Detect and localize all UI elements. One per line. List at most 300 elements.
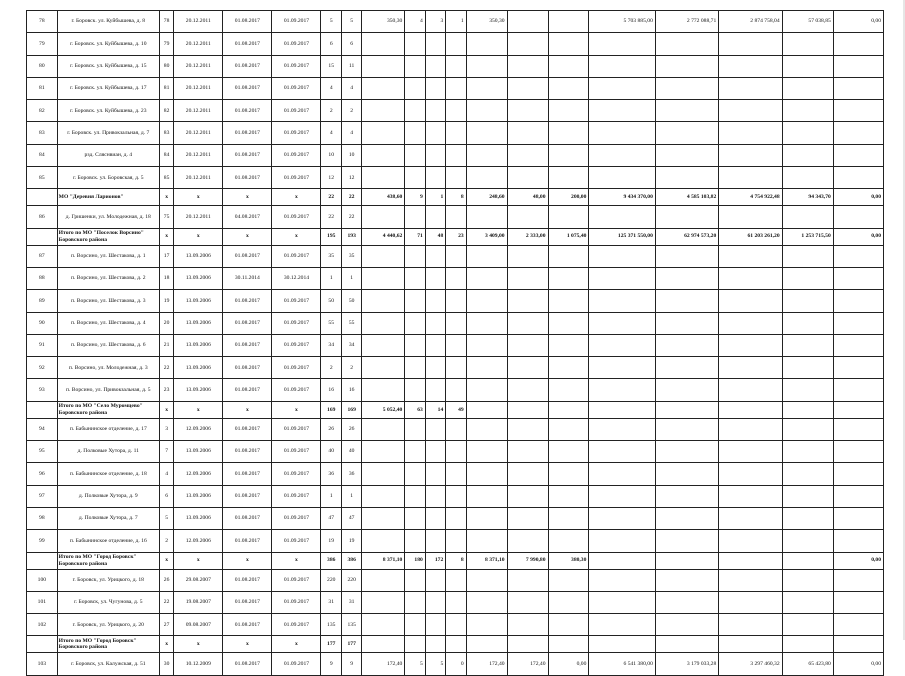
table-cell: 11 xyxy=(341,55,361,77)
table-cell xyxy=(425,441,445,463)
table-cell xyxy=(548,100,589,122)
table-cell: 50 xyxy=(341,290,361,312)
table-cell: г. Боровск. ул. Куйбышева, д. 15 xyxy=(57,55,159,77)
table-cell: 200,00 xyxy=(548,189,589,206)
table-row xyxy=(27,334,884,356)
table-cell: 87 xyxy=(27,245,58,267)
subtotal-row xyxy=(27,636,884,653)
table-cell xyxy=(507,334,548,356)
table-cell: 01.08.2017 xyxy=(223,312,272,334)
table-cell xyxy=(719,122,782,144)
table-cell: 01.08.2017 xyxy=(223,167,272,189)
table-cell xyxy=(362,144,405,166)
table-cell: 89 xyxy=(27,290,58,312)
table-cell: 16 xyxy=(321,379,341,401)
table-cell xyxy=(782,552,833,569)
table-cell xyxy=(655,485,718,507)
table-cell xyxy=(466,290,507,312)
table-cell: 9 xyxy=(321,653,341,675)
table-cell xyxy=(655,441,718,463)
table-cell xyxy=(719,33,782,55)
table-cell xyxy=(833,401,883,418)
table-cell xyxy=(782,441,833,463)
table-cell: рзд. Сляснвиан, д. 4 xyxy=(57,144,159,166)
table-cell: 22 xyxy=(341,189,361,206)
table-cell xyxy=(655,379,718,401)
table-cell xyxy=(719,144,782,166)
table-cell: 01.08.2017 xyxy=(223,77,272,99)
table-row xyxy=(27,267,884,289)
table-cell xyxy=(507,77,548,99)
table-cell xyxy=(548,485,589,507)
table-cell: x xyxy=(223,636,272,653)
table-cell: 3 xyxy=(425,11,445,33)
table-cell: г. Боровск. ул. Куйбышева, д. 10 xyxy=(57,33,159,55)
table-cell xyxy=(446,206,466,228)
table-cell xyxy=(425,290,445,312)
table-cell xyxy=(719,418,782,440)
table-cell: 79 xyxy=(27,33,58,55)
table-cell xyxy=(425,167,445,189)
table-cell: п. Ворсино, ул. Шестакова, д. 4 xyxy=(57,312,159,334)
table-cell: Итого по МО "Город Боровск" Боровского района xyxy=(57,636,159,653)
table-cell xyxy=(589,100,655,122)
table-row xyxy=(27,569,884,591)
table-cell: 01.09.2017 xyxy=(272,245,321,267)
table-page xyxy=(26,10,884,676)
table-cell: 22 xyxy=(159,591,173,613)
table-cell: 01.08.2017 xyxy=(223,569,272,591)
table-cell xyxy=(589,614,655,636)
table-cell: 1 253 715,50 xyxy=(782,228,833,245)
table-cell: 55 xyxy=(321,312,341,334)
table-cell: x xyxy=(223,228,272,245)
table-cell: 3 297 460,32 xyxy=(719,653,782,675)
table-cell: 61 203 261,20 xyxy=(719,228,782,245)
table-cell: 19 xyxy=(321,530,341,552)
table-cell: 01.08.2017 xyxy=(223,463,272,485)
table-cell: 01.08.2017 xyxy=(223,485,272,507)
table-cell: 01.09.2017 xyxy=(272,77,321,99)
table-cell: 4 xyxy=(321,77,341,99)
table-row xyxy=(27,530,884,552)
table-cell: д. Гришенки, ул. Молодежная, д. 18 xyxy=(57,206,159,228)
table-cell: 01.09.2017 xyxy=(272,591,321,613)
table-row xyxy=(27,485,884,507)
table-cell xyxy=(548,463,589,485)
table-cell xyxy=(466,591,507,613)
table-cell: 2 xyxy=(341,100,361,122)
table-cell xyxy=(362,77,405,99)
table-cell xyxy=(362,530,405,552)
table-cell xyxy=(507,591,548,613)
table-cell: 8 371,10 xyxy=(466,552,507,569)
table-cell xyxy=(425,591,445,613)
table-cell xyxy=(833,100,883,122)
table-cell xyxy=(425,33,445,55)
table-cell xyxy=(466,418,507,440)
table-cell: 350,30 xyxy=(466,11,507,33)
table-cell: 2 xyxy=(321,357,341,379)
table-row xyxy=(27,418,884,440)
table-cell xyxy=(405,357,425,379)
table-cell: 20.12.2011 xyxy=(174,100,223,122)
table-cell xyxy=(833,206,883,228)
table-cell: п. Бабынинское отделение, д. 17 xyxy=(57,418,159,440)
table-cell xyxy=(507,33,548,55)
table-cell xyxy=(362,267,405,289)
table-cell: п. Бабынинское отделение, д. 18 xyxy=(57,463,159,485)
table-cell: 6 541 380,00 xyxy=(589,653,655,675)
table-cell xyxy=(782,312,833,334)
table-cell: Итого по МО "Село Муромцево" Боровского района xyxy=(57,401,159,418)
table-cell xyxy=(833,591,883,613)
table-cell xyxy=(655,245,718,267)
table-cell: 01.09.2017 xyxy=(272,290,321,312)
table-cell xyxy=(362,463,405,485)
table-cell xyxy=(548,418,589,440)
table-cell xyxy=(466,122,507,144)
table-cell: 135 xyxy=(341,614,361,636)
table-cell xyxy=(446,441,466,463)
table-cell: 13.09.2006 xyxy=(174,245,223,267)
table-cell xyxy=(719,312,782,334)
table-cell xyxy=(425,418,445,440)
table-cell xyxy=(446,569,466,591)
table-cell xyxy=(719,77,782,99)
table-cell xyxy=(782,334,833,356)
table-cell: 6 xyxy=(321,33,341,55)
table-cell: 01.08.2017 xyxy=(223,290,272,312)
table-cell xyxy=(405,379,425,401)
table-cell: 48,00 xyxy=(507,189,548,206)
table-cell xyxy=(719,100,782,122)
table-cell: 22 xyxy=(159,357,173,379)
table-cell: 5 xyxy=(425,653,445,675)
table-cell xyxy=(782,401,833,418)
table-cell xyxy=(833,379,883,401)
table-cell xyxy=(833,55,883,77)
table-cell xyxy=(589,334,655,356)
table-cell: 386 xyxy=(341,552,361,569)
table-cell xyxy=(782,122,833,144)
table-cell xyxy=(446,334,466,356)
table-cell: 26 xyxy=(159,569,173,591)
table-cell xyxy=(405,245,425,267)
table-cell xyxy=(425,122,445,144)
data-table xyxy=(26,10,884,676)
table-cell xyxy=(405,144,425,166)
table-cell xyxy=(446,167,466,189)
table-cell xyxy=(507,401,548,418)
table-cell: 248,60 xyxy=(466,189,507,206)
table-cell xyxy=(833,485,883,507)
table-cell xyxy=(833,441,883,463)
table-cell xyxy=(833,614,883,636)
table-cell xyxy=(655,55,718,77)
table-cell xyxy=(589,167,655,189)
table-cell: 19.08.2007 xyxy=(174,591,223,613)
table-cell: 22 xyxy=(321,189,341,206)
table-row xyxy=(27,122,884,144)
table-cell: 92 xyxy=(27,357,58,379)
table-cell xyxy=(362,485,405,507)
table-cell xyxy=(507,122,548,144)
table-cell xyxy=(466,485,507,507)
table-cell xyxy=(548,77,589,99)
table-cell: x xyxy=(174,636,223,653)
table-row xyxy=(27,441,884,463)
table-cell xyxy=(589,591,655,613)
table-cell: МО "Деревня Ларионов" xyxy=(57,189,159,206)
table-cell xyxy=(548,167,589,189)
table-cell: 135 xyxy=(321,614,341,636)
table-cell: x xyxy=(159,552,173,569)
table-cell xyxy=(507,507,548,529)
table-cell xyxy=(425,485,445,507)
table-cell xyxy=(782,507,833,529)
table-cell xyxy=(425,245,445,267)
table-cell xyxy=(589,122,655,144)
table-cell xyxy=(655,463,718,485)
table-cell: 26 xyxy=(321,418,341,440)
table-cell xyxy=(507,267,548,289)
table-cell xyxy=(548,144,589,166)
table-cell: 14 xyxy=(425,401,445,418)
table-cell xyxy=(405,614,425,636)
table-cell xyxy=(446,33,466,55)
table-cell xyxy=(362,591,405,613)
table-cell: 125 371 550,00 xyxy=(589,228,655,245)
table-cell: 01.08.2017 xyxy=(223,33,272,55)
table-cell xyxy=(446,55,466,77)
table-cell xyxy=(833,245,883,267)
table-cell xyxy=(425,206,445,228)
table-cell: 34 xyxy=(341,334,361,356)
table-cell: 12 xyxy=(321,167,341,189)
table-cell: 13.09.2006 xyxy=(174,507,223,529)
table-cell: 01.09.2017 xyxy=(272,379,321,401)
table-cell xyxy=(466,267,507,289)
table-cell: 20.12.2011 xyxy=(174,206,223,228)
table-cell: 9 434 370,00 xyxy=(589,189,655,206)
table-cell xyxy=(655,77,718,99)
table-cell xyxy=(466,33,507,55)
table-cell xyxy=(655,144,718,166)
table-cell: 26 xyxy=(341,418,361,440)
table-cell: 82 xyxy=(159,100,173,122)
table-cell xyxy=(548,401,589,418)
table-cell xyxy=(446,485,466,507)
table-cell: 63 xyxy=(405,401,425,418)
table-row xyxy=(27,11,884,33)
table-cell xyxy=(833,33,883,55)
table-cell: 9 xyxy=(341,653,361,675)
table-cell xyxy=(782,206,833,228)
table-cell xyxy=(655,122,718,144)
table-cell: 13.09.2006 xyxy=(174,357,223,379)
table-cell xyxy=(446,357,466,379)
table-cell: 96 xyxy=(27,463,58,485)
table-cell xyxy=(405,312,425,334)
table-cell xyxy=(548,614,589,636)
table-cell xyxy=(719,167,782,189)
table-cell: 01.08.2017 xyxy=(223,441,272,463)
table-cell: 1 075,40 xyxy=(548,228,589,245)
table-cell: 65 423,80 xyxy=(782,653,833,675)
table-cell xyxy=(507,144,548,166)
table-cell xyxy=(425,530,445,552)
table-row xyxy=(27,77,884,99)
table-cell: 0,00 xyxy=(833,11,883,33)
table-cell xyxy=(466,245,507,267)
table-cell xyxy=(782,485,833,507)
table-cell: 12.09.2006 xyxy=(174,418,223,440)
table-cell xyxy=(655,507,718,529)
table-cell xyxy=(548,441,589,463)
table-cell: 78 xyxy=(27,11,58,33)
table-cell xyxy=(405,122,425,144)
table-cell xyxy=(466,334,507,356)
table-cell: 01.08.2017 xyxy=(223,530,272,552)
table-cell: 19 xyxy=(341,530,361,552)
table-cell: 172 xyxy=(425,552,445,569)
table-cell xyxy=(466,144,507,166)
table-cell: 4 585 103,82 xyxy=(655,189,718,206)
table-cell: 438,60 xyxy=(362,189,405,206)
table-cell: 10.12.2009 xyxy=(174,653,223,675)
table-cell: 01.09.2017 xyxy=(272,11,321,33)
table-cell: 85 xyxy=(159,167,173,189)
table-cell: 01.09.2017 xyxy=(272,312,321,334)
table-cell: 13.09.2006 xyxy=(174,334,223,356)
table-cell: 01.08.2017 xyxy=(223,122,272,144)
table-cell xyxy=(782,357,833,379)
table-cell xyxy=(446,144,466,166)
table-cell: x xyxy=(272,228,321,245)
table-cell xyxy=(719,591,782,613)
table-cell xyxy=(405,530,425,552)
table-cell xyxy=(405,441,425,463)
table-cell: 2 xyxy=(341,357,361,379)
table-cell: 7 xyxy=(159,441,173,463)
table-cell: 20.12.2011 xyxy=(174,33,223,55)
table-cell: 220 xyxy=(321,569,341,591)
table-cell: п. Ворсино, ул. Шестакова, д. 2 xyxy=(57,267,159,289)
table-cell xyxy=(548,55,589,77)
table-cell xyxy=(362,418,405,440)
table-cell xyxy=(425,636,445,653)
table-cell: д. Полковые Хутора, д. 11 xyxy=(57,441,159,463)
table-cell: 1 xyxy=(341,485,361,507)
table-cell xyxy=(719,401,782,418)
table-cell: 86 xyxy=(27,206,58,228)
table-cell xyxy=(466,507,507,529)
table-cell xyxy=(548,11,589,33)
table-cell xyxy=(446,245,466,267)
table-cell xyxy=(655,401,718,418)
table-cell: 2 xyxy=(159,530,173,552)
table-cell: 177 xyxy=(321,636,341,653)
table-cell: 350,30 xyxy=(362,11,405,33)
table-cell: 20.12.2011 xyxy=(174,122,223,144)
table-cell xyxy=(719,485,782,507)
table-cell: 2 772 088,71 xyxy=(655,11,718,33)
table-cell: п. Ворсино, ул. Шестакова, д. 1 xyxy=(57,245,159,267)
table-cell xyxy=(27,552,58,569)
table-cell: г. Боровск. ул. Привокзальная, д. 7 xyxy=(57,122,159,144)
table-cell: 36 xyxy=(341,463,361,485)
table-cell xyxy=(466,312,507,334)
subtotal-row xyxy=(27,228,884,245)
table-cell: 80 xyxy=(27,55,58,77)
table-cell xyxy=(782,245,833,267)
table-cell xyxy=(425,463,445,485)
table-cell xyxy=(782,569,833,591)
table-cell xyxy=(589,463,655,485)
table-cell xyxy=(466,55,507,77)
table-cell xyxy=(719,507,782,529)
table-row xyxy=(27,614,884,636)
table-cell: 0,00 xyxy=(833,228,883,245)
table-cell: 20.12.2011 xyxy=(174,167,223,189)
table-cell: г. Боровск, ул. Калужская, д. 51 xyxy=(57,653,159,675)
table-cell xyxy=(589,55,655,77)
table-cell xyxy=(362,290,405,312)
table-cell xyxy=(589,507,655,529)
table-cell: 01.09.2017 xyxy=(272,206,321,228)
table-cell: x xyxy=(223,401,272,418)
table-cell xyxy=(405,418,425,440)
table-row xyxy=(27,463,884,485)
table-cell: 4 xyxy=(405,11,425,33)
table-cell xyxy=(507,636,548,653)
table-cell xyxy=(655,334,718,356)
table-cell xyxy=(782,591,833,613)
table-cell: 23 xyxy=(159,379,173,401)
table-cell: 01.08.2017 xyxy=(223,614,272,636)
table-cell xyxy=(507,55,548,77)
table-cell: 0,00 xyxy=(833,189,883,206)
table-cell xyxy=(655,267,718,289)
table-cell xyxy=(548,591,589,613)
table-cell: 5 052,40 xyxy=(362,401,405,418)
table-cell: 5 xyxy=(159,507,173,529)
table-cell: 95 xyxy=(27,441,58,463)
table-cell: x xyxy=(174,401,223,418)
table-cell xyxy=(548,245,589,267)
table-cell: 2 874 758,04 xyxy=(719,11,782,33)
table-cell xyxy=(548,267,589,289)
table-cell: 49 xyxy=(446,401,466,418)
table-cell: 84 xyxy=(159,144,173,166)
table-cell xyxy=(466,357,507,379)
table-cell xyxy=(833,636,883,653)
table-cell xyxy=(655,290,718,312)
table-cell xyxy=(507,357,548,379)
table-cell xyxy=(507,569,548,591)
table-cell xyxy=(719,267,782,289)
table-cell: 10 xyxy=(341,144,361,166)
table-cell: 180 xyxy=(405,552,425,569)
table-cell: 93 xyxy=(27,379,58,401)
table-cell xyxy=(405,569,425,591)
table-cell xyxy=(362,441,405,463)
table-cell xyxy=(782,290,833,312)
table-cell xyxy=(362,312,405,334)
table-cell xyxy=(446,463,466,485)
table-cell: 13.09.2006 xyxy=(174,267,223,289)
